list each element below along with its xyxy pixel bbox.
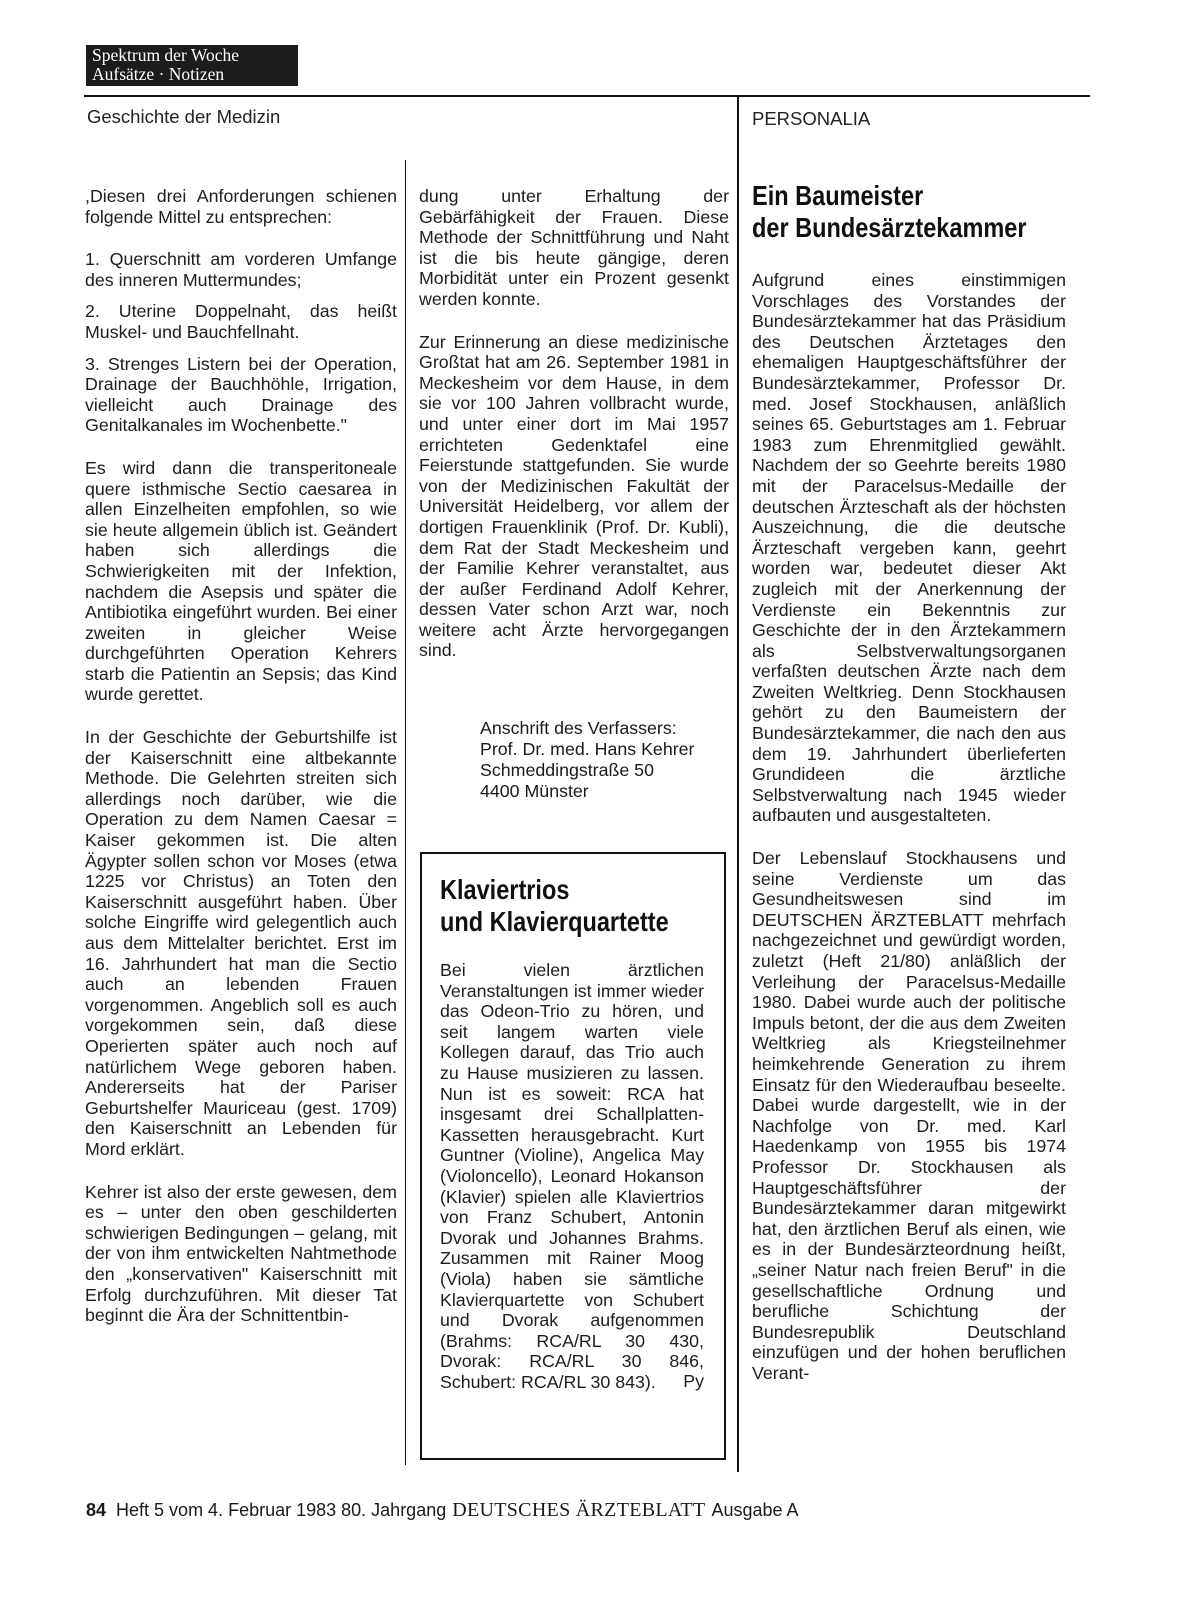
author-address bbox=[480, 718, 732, 802]
paragraph: Zur Erinnerung an diese medizinische Großtat hat am 26. September 1981 in Meckesheim vor dem Hause, in dem sie vor 100 Jahren vollbracht wurde, und unter einer dort im Mai 1957 errichteten Gedenktafel eine Feierstunde stattgefunden. Sie wurde von der Medizinischen Fakultät der Universität Heidelberg, vor allem der dortigen Frauenklinik (Prof. Dr. Kubli), dem Rat der Stadt Meckesheim und der Familie Kehrer veranstaltet, aus der außer Ferdinand Adolf Kehrer, dessen Vater schon Arzt war, noch weitere acht Ärzte hervorgegangen sind. bbox=[419, 331, 729, 661]
personalia-title-line2: der Bundesärztekammer bbox=[752, 212, 1027, 243]
paragraph: Es wird dann die transperitoneale quere isthmische Sectio caesarea in allen Einzelheiten empfohlen, so wie sie heute allgemein üblich ist. Geändert haben sich allerdings die Schwierigkeiten mit der Infektion, nachdem die Asepsis und später die Antibiotika eingeführt wurden. Bei einer zweiten in gleicher Weise durchgeführten Operation Kehrers starb die Patientin an Sepsis; das Kind wurde gerettet. bbox=[85, 457, 397, 705]
review-body-wrap bbox=[440, 960, 704, 1392]
section-label-left: Geschichte der Medizin bbox=[87, 106, 281, 127]
list-item: 3. Strenges Listern bei der Operation, Drainage der Bauchhöhle, Irrigation, vielleicht auch Drainage des Genitalkanales im Wochenbette." bbox=[85, 353, 397, 436]
header-rule bbox=[84, 95, 1090, 97]
paragraph: ,Diesen drei Anforderungen schienen folgende Mittel zu entsprechen: bbox=[85, 186, 397, 227]
inner-column-divider bbox=[405, 160, 406, 1465]
article-column-1 bbox=[85, 186, 397, 1337]
review-box-title bbox=[440, 874, 712, 938]
article-column-2 bbox=[419, 186, 729, 683]
list-item: 2. Uterine Doppelnaht, das heißt Muskel- und Bauchfellnaht. bbox=[85, 301, 397, 342]
page-number: 84 bbox=[86, 1500, 107, 1520]
personalia-body bbox=[752, 270, 1066, 1394]
review-title-line1: Klaviertrios bbox=[440, 874, 570, 905]
paragraph: In der Geschichte der Geburtshilfe ist der Kaiserschnitt eine altbekannte Methode. Die Gelehrten streiten sich allerdings noch darüber, wie die Operation zu dem Namen Caesar = Kaiser gekommen ist. Die alten Ägypter sollen schon vor Moses (etwa 1225 vor Christus) an Toten den Kaiserschnitt ausgeführt haben. Über solche Eingriffe wird gelegentlich auch aus dem Mittelalter berichtet. Erst im 16. Jahrhundert hat man die Sectio auch an lebenden Frauen vorgenommen. Angeblich soll es auch vorgekommen sein, daß diese Operierten später auch noch auf natürlichem Wege geboren haben. Andererseits hat der Pariser Geburtshelfer Mauriceau (gest. 1709) den Kaiserschnitt an Lebenden für Mord erklärt. bbox=[85, 727, 397, 1159]
section-tag-line2: Aufsätze · Notizen bbox=[92, 64, 225, 84]
paragraph: Aufgrund eines einstimmigen Vorschlages des Vorstandes der Bundesärztekammer hat das Präsidium des Deutschen Ärztetages den ehemaligen Hauptgeschäftsführer der Bundesärztekammer, Professor Dr. med. Josef Stockhausen, anläßlich seines 65. Geburtstages am 1. Februar 1983 zum Ehrenmitglied gewählt. Nachdem der so Geehrte bereits 1980 mit der Paracelsus-Medaille der deutschen Ärzteschaft als der höchsten Auszeichnung, die die deutsche Ärzteschaft vergeben kann, geehrt worden war, bedeutet dieser Akt zugleich mit der Anerkennung der Verdienste ein Bekenntnis zur Geschichte der in den Ärztekammern als Selbstverwaltungsorganen verfaßten deutschen Ärzte nach dem Zweiten Weltkrieg. Denn Stockhausen gehört zu den Baumeistern der Bundesärztekammer, die nach den aus dem 19. Jahrhundert überlieferten Grundideen die ärztliche Selbstverwaltung nach 1945 wieder aufbauten und ausgestalteten. bbox=[752, 270, 1066, 826]
issue-info: Heft 5 vom 4. Februar 1983 80. Jahrgang bbox=[116, 1500, 447, 1520]
review-signature: Py bbox=[683, 1371, 704, 1392]
address-line: Anschrift des Verfassers: bbox=[480, 718, 677, 738]
paragraph: dung unter Erhaltung der Gebärfähigkeit der Frauen. Diese Methode der Schnittführung und Naht ist die bis heute gängige, deren Morbidität unter ein Prozent gesenkt werden konnte. bbox=[419, 186, 729, 309]
magazine-name: DEUTSCHES ÄRZTEBLATT bbox=[452, 1499, 706, 1521]
review-box bbox=[420, 852, 726, 1460]
paragraph: Der Lebenslauf Stockhausens und seine Verdienste um das Gesundheitswesen sind im DEUTSCHEN ÄRZTEBLATT mehrfach nachgezeichnet und gewürdigt worden, zuletzt (Heft 21/80) anläßlich der Verleihung der Paracelsus-Medaille 1980. Dabei wurde auch der politische Impuls betont, der die aus dem Zweiten Weltkrieg als Kriegsteilnehmer heimkehrende Generation zu ihrem Einsatz für den Wiederaufbau beseelte. Dabei wurde dargestellt, wie in der Nachfolge von Dr. med. Karl Haedenkamp von 1955 bis 1974 Professor Dr. Stockhausen als Hauptgeschäftsführer der Bundesärztekammer daran mitgewirkt hat, den ärztlichen Beruf als einen, wie es in der Bundesärzteordnung heißt, „seiner Natur nach freien Beruf" in die gesellschaftliche Ordnung und berufliche Schichtung der Bundesrepublik Deutschland einzufügen und der hohen beruflichen Verant- bbox=[752, 848, 1066, 1383]
section-label-right: PERSONALIA bbox=[752, 108, 871, 129]
section-tag bbox=[86, 45, 298, 86]
address-line: 4400 Münster bbox=[480, 781, 589, 801]
personalia-title-line1: Ein Baumeister bbox=[752, 180, 924, 211]
page-footer bbox=[86, 1499, 799, 1521]
review-title-line2: und Klavierquartette bbox=[440, 906, 669, 937]
address-line: Schmeddingstraße 50 bbox=[480, 760, 654, 780]
list-item: 1. Querschnitt am vorderen Umfange des inneren Muttermundes; bbox=[85, 249, 397, 290]
review-body: Bei vielen ärztlichen Veranstaltungen ist immer wieder das Odeon-Trio zu hören, und seit langem warten viele Kollegen darauf, das Trio auch zu Hause musizieren zu lassen. Nun ist es soweit: RCA hat insgesamt drei Schallplatten-Kassetten herausgebracht. Kurt Guntner (Violine), Angelica May (Violoncello), Leonard Hokanson (Klavier) spielen alle Klaviertrios von Franz Schubert, Antonin Dvorak und Johannes Brahms. Zusammen mit Rainer Moog (Viola) haben sie sämtliche Klavierquartette von Schubert und Dvorak aufgenommen (Brahms: RCA/RL 30 430, Dvorak: RCA/RL 30 846, Schubert: RCA/RL 30 843). bbox=[440, 960, 704, 1392]
paragraph: Kehrer ist also der erste gewesen, dem es – unter den oben geschilderten schwierigen Bedingungen – gelang, mit der von ihm entwickelten Nahtmethode den „konservativen" Kaiserschnitt mit Erfolg durchzuführen. Mit dieser Tat beginnt die Ära der Schnittentbin- bbox=[85, 1181, 397, 1326]
section-tag-line1: Spektrum der Woche bbox=[92, 45, 239, 65]
edition-info: Ausgabe A bbox=[711, 1500, 799, 1520]
personalia-title bbox=[752, 180, 1079, 244]
address-line: Prof. Dr. med. Hans Kehrer bbox=[480, 739, 695, 759]
column-divider bbox=[737, 95, 739, 1472]
